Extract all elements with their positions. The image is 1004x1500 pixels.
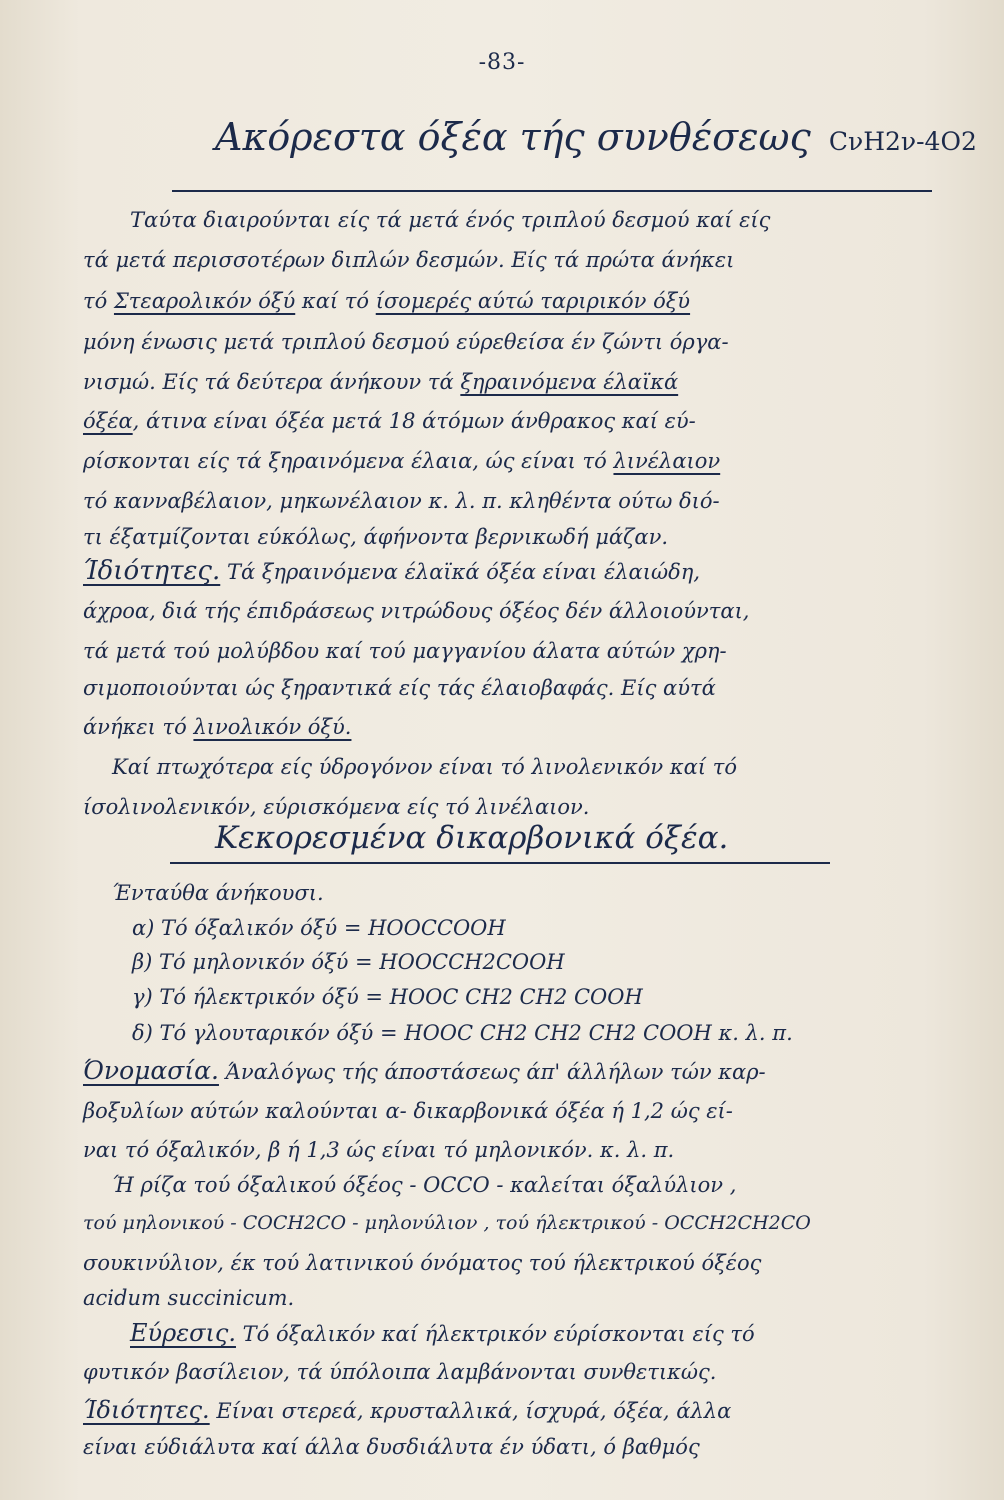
underlined-term: Στεαρολικόν όξύ xyxy=(113,289,296,313)
text-line: Ή ρίζα τού όξαλικού όξέος - OCCO - καλείται όξαλύλιον , xyxy=(112,1173,737,1197)
text-line xyxy=(83,367,678,397)
page-title xyxy=(215,115,977,159)
section-label: Όνομασία. xyxy=(83,1056,219,1085)
text-line xyxy=(83,286,690,316)
title-text: Ακόρεστα όξέα τής συνθέσεως xyxy=(215,115,811,159)
title-formula: CνH2ν-4O2 xyxy=(828,127,977,156)
text-fragment: Τό όξαλικόν καί ήλεκτρικόν εύρίσκονται είς τό xyxy=(242,1322,755,1346)
underlined-term: λινέλαιον xyxy=(613,449,721,473)
text-line: Ταύτα διαιρούνται είς τά μετά ένός τριπλού δεσμού καί είς xyxy=(130,208,771,232)
text-fragment: Είναι στερεά, κρυσταλλικά, ίσχυρά, όξέα, άλλα xyxy=(216,1399,732,1423)
text-line xyxy=(83,556,700,587)
text-line xyxy=(83,1395,731,1426)
list-item: δ) Τό γλουταρικόν όξύ = HOOC CH2 CH2 CH2 COOH κ. λ. π. xyxy=(132,1021,793,1045)
text-line: τι έξατμίζονται εύκόλως, άφήνοντα βερνικωδή μάζαν. xyxy=(83,525,669,549)
underlined-term: όξέα xyxy=(83,409,133,433)
text-line: Ένταύθα άνήκουσι. xyxy=(112,881,324,905)
text-line: τά μετά περισσοτέρων διπλών δεσμών. Είς τά πρώτα άνήκει xyxy=(83,248,735,272)
section-label: Ίδιότητες. xyxy=(83,556,221,586)
section-label: Εύρεσις. xyxy=(130,1319,236,1347)
text-fragment: Άναλόγως τής άποστάσεως άπ' άλλήλων τών καρ- xyxy=(225,1060,766,1084)
text-fragment: άνήκει τό xyxy=(83,715,187,739)
text-line xyxy=(83,406,696,436)
page-number: -83- xyxy=(478,50,526,75)
text-line: ίσολινολενικόν, εύρισκόμενα είς τό λινέλαιον. xyxy=(83,795,590,819)
text-line xyxy=(130,1318,755,1349)
underlined-term: ίσομερές αύτώ ταριρικόν όξύ xyxy=(375,289,691,313)
text-fragment: ρίσκονται είς τά ξηραινόμενα έλαια, ώς είναι τό xyxy=(83,449,607,473)
section-label: Ίδιότητες. xyxy=(83,1396,210,1424)
text-line: σιμοποιούνται ώς ξηραντικά είς τάς έλαιοβαφάς. Είς αύτά xyxy=(83,676,716,700)
text-line xyxy=(83,1056,766,1087)
text-line: φυτικόν βασίλειον, τά ύπόλοιπα λαμβάνονται συνθετικώς. xyxy=(83,1360,717,1384)
underlined-term: ξηραινόμενα έλαϊκά xyxy=(460,370,679,394)
text-fragment: Τά ξηραινόμενα έλαϊκά όξέα είναι έλαιώδη, xyxy=(226,560,700,584)
heading-underline xyxy=(170,862,830,864)
text-line: acidum succinicum. xyxy=(83,1286,295,1310)
text-fragment: , άτινα είναι όξέα μετά 18 άτόμων άνθρακος καί εύ- xyxy=(132,409,696,433)
underlined-term: λινολικόν όξύ. xyxy=(193,715,352,739)
list-item: α) Τό όξαλικόν όξύ = HOOCCOOH xyxy=(132,916,506,940)
text-line: ναι τό όξαλικόν, β ή 1,3 ώς είναι τό μηλονικόν. κ. λ. π. xyxy=(83,1138,675,1162)
text-line: άχροα, διά τής έπιδράσεως νιτρώδους όξέος δέν άλλοιούνται, xyxy=(83,599,750,623)
section-heading: Κεκορεσμένα δικαρβονικά όξέα. xyxy=(215,820,729,856)
list-item: β) Τό μηλονικόν όξύ = HOOCCH2COOH xyxy=(132,950,565,974)
text-fragment: τό xyxy=(83,289,108,313)
list-item: γ) Τό ήλεκτρικόν όξύ = HOOC CH2 CH2 COOH xyxy=(132,985,643,1009)
text-line: τά μετά τού μολύβδου καί τού μαγγανίου άλατα αύτών χρη- xyxy=(83,639,727,663)
text-line: τού μηλονικού - COCH2CO - μηλονύλιον , τού ήλεκτρικού - OCCH2CH2CO xyxy=(83,1212,811,1234)
text-line: σουκινύλιον, έκ τού λατινικού όνόματος τού ήλεκτρικού όξέος xyxy=(83,1251,762,1275)
text-line xyxy=(83,712,351,742)
title-underline xyxy=(172,190,932,192)
text-line xyxy=(83,446,720,476)
text-line: τό κανναβέλαιον, μηκωνέλαιον κ. λ. π. κληθέντα ούτω διό- xyxy=(83,489,720,513)
text-line: είναι εύδιάλυτα καί άλλα δυσδιάλυτα έν ύδατι, ό βαθμός xyxy=(83,1435,700,1459)
text-fragment: καί τό xyxy=(301,289,370,313)
text-line: μόνη ένωσις μετά τριπλού δεσμού εύρεθείσα έν ζώντι όργα- xyxy=(83,330,729,354)
text-line: Καί πτωχότερα είς ύδρογόνον είναι τό λινολενικόν καί τό xyxy=(112,755,737,779)
text-line: βοξυλίων αύτών καλούνται α- δικαρβονικά όξέα ή 1,2 ώς εί- xyxy=(83,1099,733,1123)
text-fragment: νισμώ. Είς τά δεύτερα άνήκουν τά xyxy=(83,370,454,394)
